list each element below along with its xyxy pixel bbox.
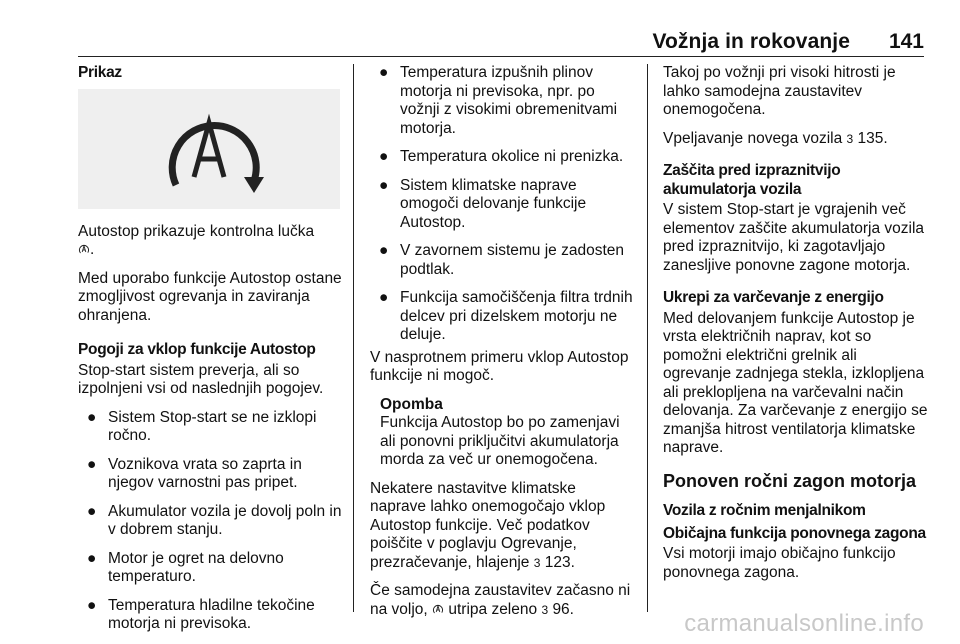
list-item-text: Motor je ogret na delovno temperaturo. (108, 549, 284, 585)
watermark: carmanualsonline.info (684, 610, 924, 637)
page-header (0, 0, 960, 52)
column-divider (647, 64, 648, 612)
autostop-a-icon (432, 603, 444, 615)
subheading: Pogoji za vklop funkcije Autostop (78, 341, 316, 358)
subheading: Ukrepi za varčevanje z energijo (663, 289, 884, 306)
note-title: Opomba (380, 395, 443, 413)
paragraph (78, 223, 346, 260)
note-text: Funkcija Autostop bo po zamenjavi ali ponovni priključitvi akumulatorja morda za več ur onemogočena. (380, 414, 620, 468)
header-divider (78, 56, 924, 57)
page-reference-icon: 3 (533, 555, 541, 570)
bullet-icon: ● (87, 408, 97, 426)
list-item (78, 597, 346, 634)
paragraph: Med uporabo funkcije Autostop ostane zmogljivost ogrevanja in zaviranja ohranjena. (78, 269, 342, 324)
bullet-icon: ● (379, 64, 389, 81)
autostop-indicator-figure (78, 89, 340, 209)
note-box (370, 396, 636, 470)
paragraph: Takoj po vožnji pri visoki hitrosti je lahko samodejna zaustavitev onemogočena. (663, 64, 896, 118)
autostop-a-icon (78, 243, 90, 255)
paragraph: V nasprotnem primeru vklop Autostop funkcije ni mogoč. (370, 348, 629, 384)
conditions-list-continued (370, 64, 636, 345)
page-reference[interactable]: 135. (857, 129, 888, 147)
list-item (370, 64, 636, 138)
column-3 (663, 64, 929, 592)
paragraph: V sistem Stop-start je vgrajenih več elementov zaščite akumulatorja vozila pred izpraznitvijo, ki zagotavljajo zanesljive ponovne zagone motorja. (663, 201, 925, 274)
list-item-text: Temperatura hladilne tekočine motorja ni previsoka. (108, 596, 315, 632)
page-number: 141 (888, 30, 924, 53)
column-1 (78, 64, 346, 644)
period: . (90, 241, 95, 258)
subheading: Običajna funkcija ponovnega zagona (663, 524, 926, 542)
list-item (370, 242, 636, 279)
page-reference[interactable]: 96. (552, 600, 574, 618)
list-item (370, 177, 636, 233)
list-item (78, 503, 346, 540)
list-item-text: V zavornem sistemu je zadosten podtlak. (400, 242, 624, 278)
chapter-title: Vožnja in rokovanje (652, 30, 850, 53)
display-heading: Prikaz (78, 64, 122, 81)
bullet-icon: ● (87, 596, 97, 614)
paragraph: Med delovanjem funkcije Autostop je vrsta električnih naprav, kot so pomožni električni grelnik ali ogrevanje zadnjega stekla, izklopljena ali preklopljena na varčevalni način delovanja. Za varčevanje z energijo se zmanjša hitrost ventilatorja klimatske naprave. (663, 309, 928, 456)
bullet-icon: ● (379, 242, 389, 259)
conditions-list (78, 409, 346, 634)
page-reference-icon: 3 (541, 602, 549, 617)
list-item-text: Funkcija samočiščenja filtra trdnih delcev pri dizelskem motorju ne deluje. (400, 289, 633, 343)
paragraph (663, 130, 929, 149)
column-2 (370, 64, 636, 629)
paragraph-text: utripa zeleno (448, 600, 538, 618)
list-item-text: Akumulator vozila je dovolj poln in v dobrem stanju. (108, 502, 342, 538)
paragraph: Stop-start sistem preverja, ali so izpolnjeni vsi od naslednjih pogojev. (78, 361, 324, 397)
column-divider (353, 64, 354, 612)
subheading: Vozila z ročnim menjalnikom (663, 502, 866, 519)
list-item (370, 289, 636, 345)
bullet-icon: ● (87, 455, 97, 473)
list-item-text: Temperatura okolice ni prenizka. (400, 148, 624, 165)
bullet-icon: ● (379, 148, 389, 165)
list-item (370, 148, 636, 167)
list-item-text: Voznikova vrata so zaprta in njegov varnostni pas pripet. (108, 455, 302, 491)
list-item (78, 409, 346, 446)
paragraph-text: Vpeljavanje novega vozila (663, 129, 843, 147)
list-item-text: Sistem Stop-start se ne izklopi ročno. (108, 408, 317, 444)
paragraph (370, 582, 636, 619)
paragraph-text: Nekatere nastavitve klimatske naprave lahko onemogočajo vklop Autostop funkcije. Več podatkov poiščite v poglavju Ogrevanje, prezračevanje, hlajenje (370, 479, 606, 571)
list-item-text: Sistem klimatske naprave omogoči delovanje funkcije Autostop. (400, 176, 587, 231)
bullet-icon: ● (87, 502, 97, 520)
paragraph-text: Autostop prikazuje kontrolna lučka (78, 222, 315, 240)
paragraph (370, 480, 636, 573)
bullet-icon: ● (379, 176, 389, 194)
list-item (78, 550, 346, 587)
bullet-icon: ● (379, 289, 389, 306)
page-reference-icon: 3 (846, 131, 854, 146)
page-reference[interactable]: 123. (544, 553, 575, 571)
paragraph: Vsi motorji imajo običajno funkcijo ponovnega zagona. (663, 545, 896, 581)
autostop-a-icon (78, 89, 340, 209)
paragraph-text: Če samodejna zaustavitev začasno ni na voljo, (370, 582, 631, 618)
bullet-icon: ● (87, 549, 97, 567)
subheading: Zaščita pred izpraznitvijo akumulatorja vozila (663, 162, 841, 198)
list-item (78, 456, 346, 493)
section-heading: Ponoven ročni zagon motorja (663, 470, 917, 491)
list-item-text: Temperatura izpušnih plinov motorja ni previsoka, npr. po vožnji z visokimi obremenitvami motorja. (400, 64, 618, 137)
